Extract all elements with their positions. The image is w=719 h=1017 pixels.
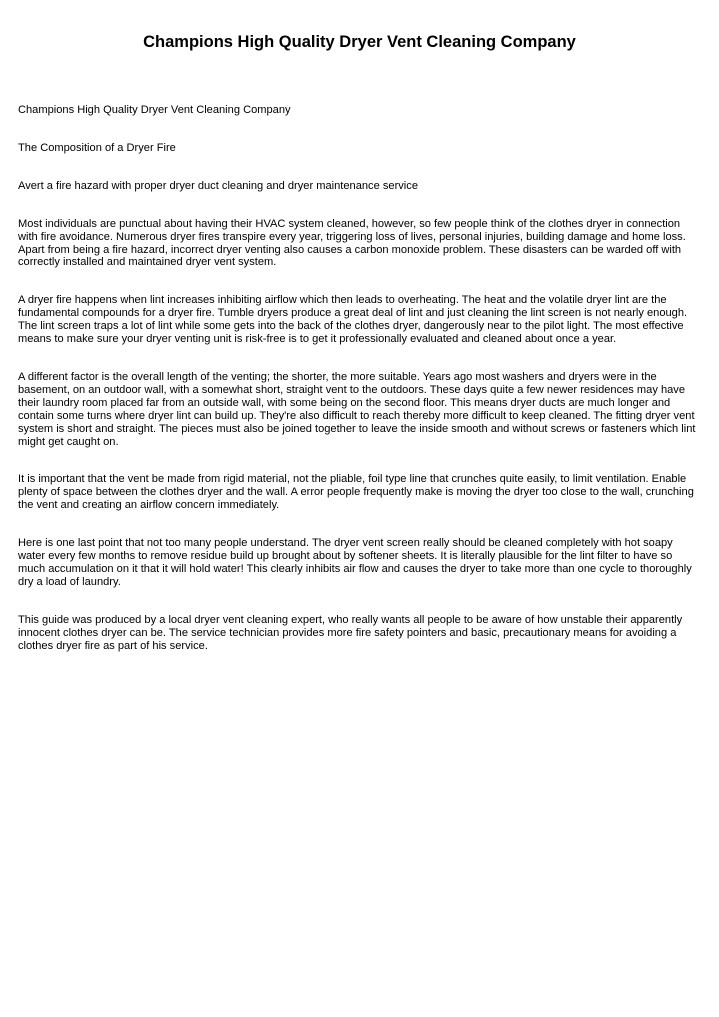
body-paragraph-material: It is important that the vent be made from rigid material, not the pliable, foil type line that crunches quite easily, to limit ventilation. Enable plenty of space between the clothes dryer and the wall. A error people frequently make is moving the dryer too close to the wall, crunching the vent and creating an airflow concern immediately. [18,473,694,512]
body-paragraph-lint: A dryer fire happens when lint increases inhibiting airflow which then leads to overheating. The heat and the volatile dryer lint are the fundamental compounds for a dryer fire. Tumble dryers produce a great deal of lint and just cleaning the lint screen is not nearly enough. The lint screen traps a lot of lint while some gets into the back of the clothes dryer, dangerously near to the pilot light. The most effective means to make sure your dryer venting unit is risk-free is to get it professionally evaluated and cleaned about once a year. [18,294,688,346]
body-paragraph-guide: This guide was produced by a local dryer vent cleaning expert, who really wants all people to be aware of how unstable their apparently innocent clothes dryer can be. The service technician provides more fire safety pointers and basic, precautionary means for avoiding a clothes dryer fire as part of his service. [18,613,683,652]
body-paragraph-screen: Here is one last point that not too many people understand. The dryer vent screen really should be cleaned completely with hot soapy water every few months to remove residue build up brought about by softener sheets. It is literally plausible for the lint filter to have so much accumulation on it that it will hold water! This clearly inhibits air flow and causes the dryer to take more than one cycle to thoroughly dry a load of laundry. [18,537,692,588]
body-paragraph-length: A different factor is the overall length of the venting; the shorter, the more suitable. Years ago most washers and dryers were in the basement, on an outdoor wall, with a somewhat short, straight vent to the outdoors. These days quite a few newer residences may have their laundry room placed far from an outside wall, with some being on the second floor. This means dryer ducts are much longer and contain some turns where dryer lint can build up. They're also difficult to reach thereby more difficult to keep cleaned. The fitting dryer vent system is short and straight. The pieces must also be joined together to leave the inside smooth and without screws or fasteners which lint might get caught on. [18,370,696,448]
body-paragraph-hvac: Most individuals are punctual about having their HVAC system cleaned, however, so few people think of the clothes dryer in connection with fire avoidance. Numerous dryer fires transpire every year, triggering loss of lives, personal injuries, building damage and home loss. Apart from being a fire hazard, incorrect dryer venting also causes a carbon monoxide problem. These disasters can be warded off with correctly installed and maintained dryer vent system. [18,217,686,269]
tagline-paragraph: Avert a fire hazard with proper dryer duct cleaning and dryer maintenance service [18,179,418,192]
page-title: Champions High Quality Dryer Vent Cleaning Company [143,33,576,51]
document-body [18,104,702,677]
section-heading-paragraph: The Composition of a Dryer Fire [18,141,176,154]
subtitle-paragraph: Champions High Quality Dryer Vent Cleaning Company [18,104,291,116]
